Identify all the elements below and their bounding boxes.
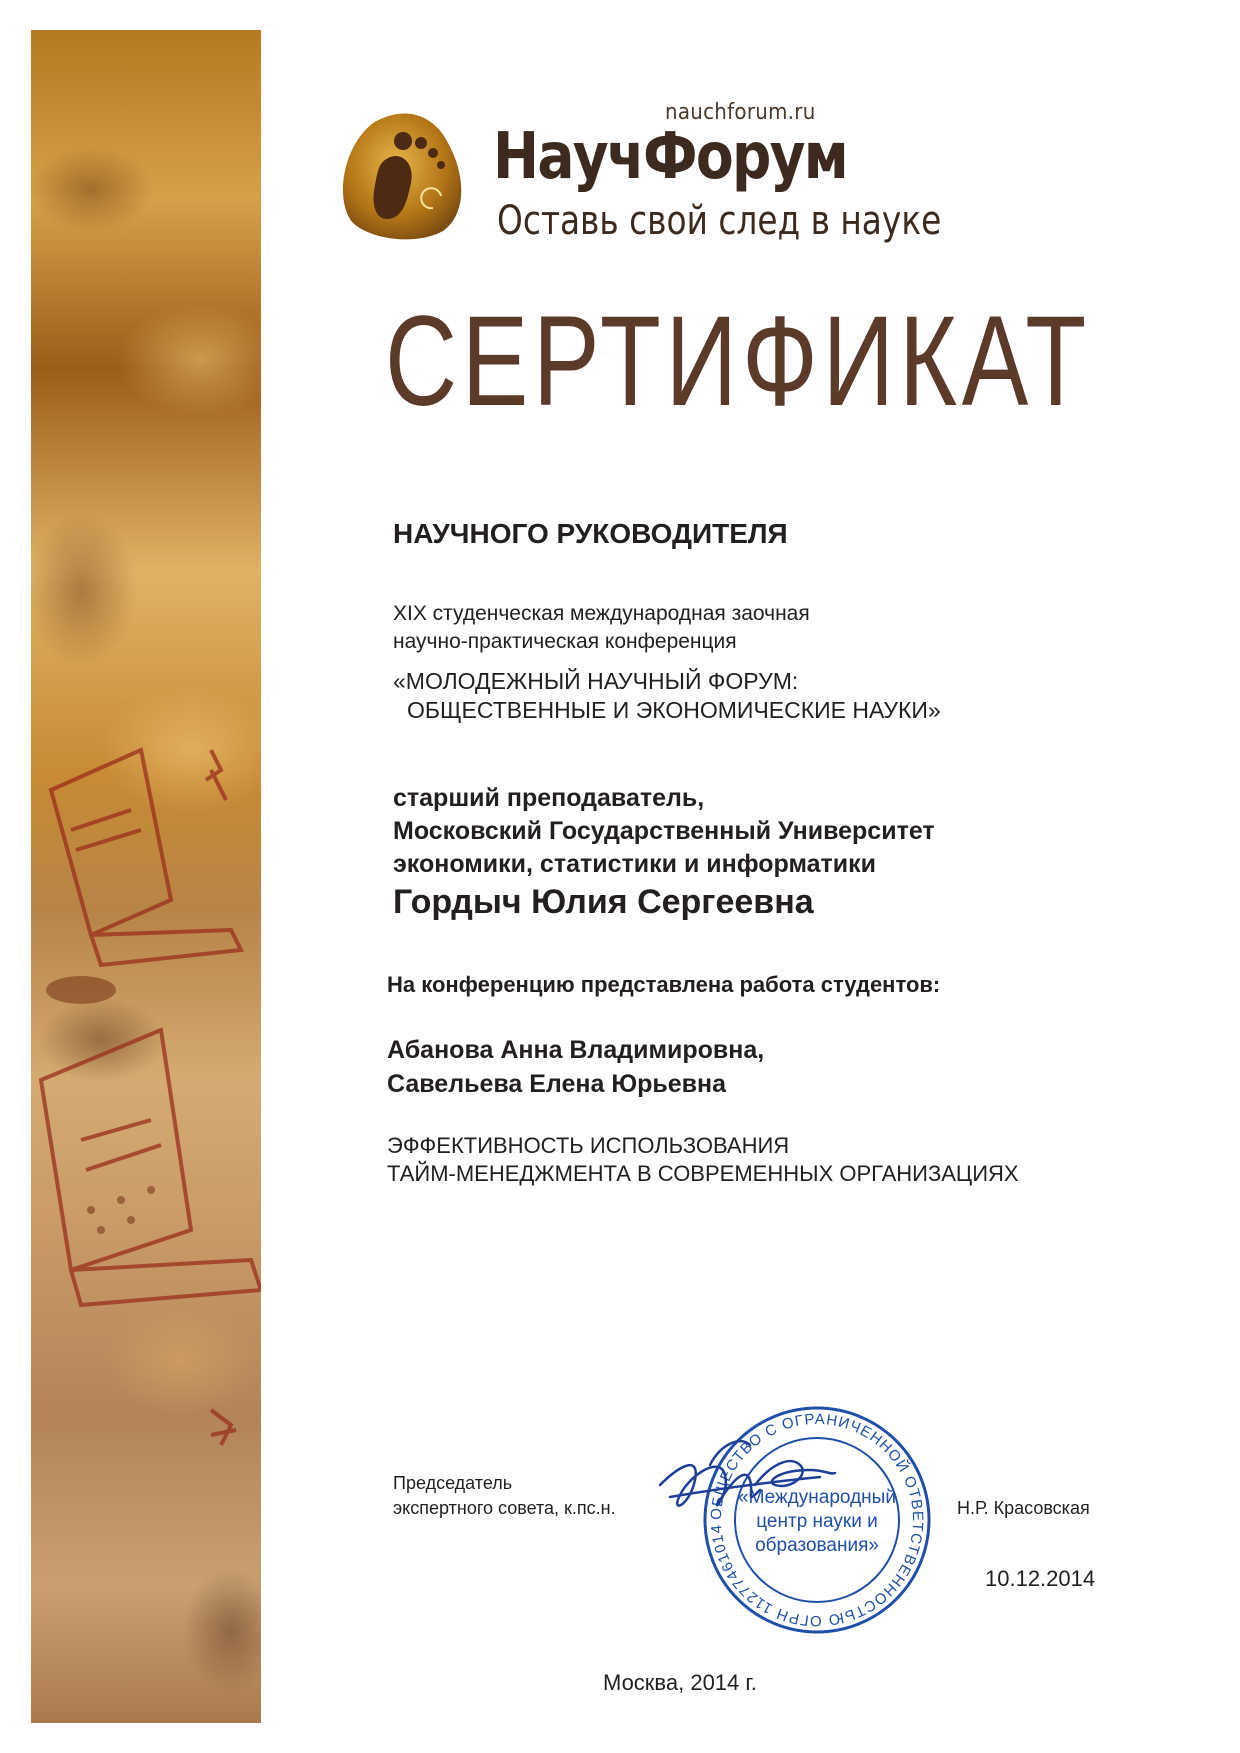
- student-name: Савельева Елена Юрьевна: [387, 1070, 727, 1098]
- chair-title-line: экспертного совета, к.пс.н.: [393, 1498, 616, 1518]
- stamp-center-line: центр науки и: [756, 1511, 878, 1532]
- decorative-strip: [31, 30, 261, 1723]
- role-heading: НАУЧНОГО РУКОВОДИТЕЛЯ: [393, 518, 788, 549]
- brand-name: НаучФорум: [493, 120, 848, 194]
- work-title-line: ТАЙМ-МЕНЕДЖМЕНТА В СОВРЕМЕННЫХ ОРГАНИЗАЦИЯХ: [387, 1161, 1019, 1186]
- conference-description-line: научно-практическая конференция: [393, 630, 737, 653]
- stamp-center-line: образования»: [755, 1535, 879, 1556]
- conference-title-line: ОБЩЕСТВЕННЫЕ И ЭКОНОМИЧЕСКИЕ НАУКИ»: [407, 697, 941, 723]
- supervisor-position: старший преподаватель,: [393, 784, 705, 812]
- supervisor-name: Гордыч Юлия Сергеевна: [393, 883, 814, 921]
- chair-title-line: Председатель: [393, 1473, 513, 1493]
- place-and-year: Москва, 2014 г.: [603, 1670, 757, 1695]
- certificate-date: 10.12.2014: [985, 1566, 1096, 1591]
- handwritten-signature: [650, 1425, 840, 1535]
- stamp-center-line: «Международный: [738, 1487, 896, 1508]
- supervisor-organization-line: экономики, статистики и информатики: [393, 850, 877, 878]
- students-label: На конференцию представлена работа студентов:: [387, 972, 941, 997]
- brand-slogan: Оставь свой след в науке: [497, 198, 942, 244]
- nauchforum-logo: [333, 103, 475, 245]
- rock-art-drawings: [31, 30, 261, 1723]
- certificate-title: СЕРТИФИКАТ: [385, 290, 1091, 433]
- signer-name: Н.Р. Красовская: [957, 1498, 1090, 1518]
- supervisor-organization-line: Московский Государственный Университет: [393, 817, 935, 845]
- footprint-logo-icon: [333, 103, 475, 245]
- signature-scribble: [650, 1425, 840, 1535]
- work-title-line: ЭФФЕКТИВНОСТЬ ИСПОЛЬЗОВАНИЯ: [387, 1133, 790, 1158]
- conference-description-line: XIX студенческая международная заочная: [393, 602, 810, 625]
- site-url: nauchforum.ru: [665, 100, 816, 125]
- student-name: Абанова Анна Владимировна,: [387, 1036, 765, 1064]
- conference-title-line: «МОЛОДЕЖНЫЙ НАУЧНЫЙ ФОРУМ:: [393, 668, 799, 694]
- stamp-outer-text: ОБЩЕСТВО С ОГРАНИЧЕННОЙ ОТВЕТСТВЕННОСТЬЮ ОГРН 11277461014: [707, 1410, 927, 1630]
